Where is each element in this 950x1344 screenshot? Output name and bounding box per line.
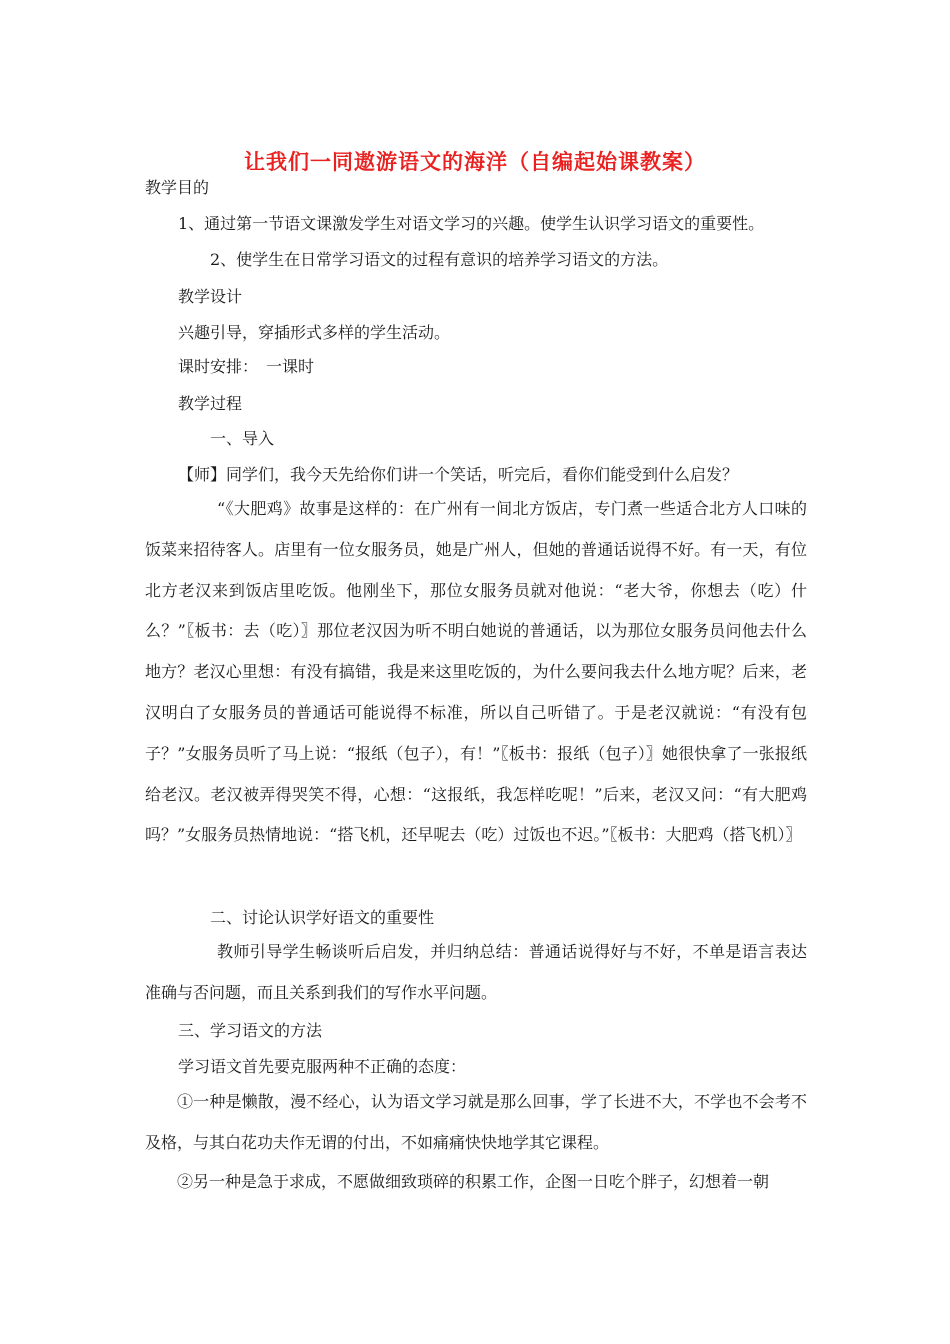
heading-teaching-design: 教学设计: [178, 287, 243, 306]
goal-item-2: 2、使学生在日常学习语文的过程有意识的培养学习语文的方法。: [210, 250, 669, 269]
schedule-text: 课时安排： 一课时: [178, 357, 315, 376]
heading-teaching-process: 教学过程: [178, 394, 243, 413]
attitude-paragraph-1: ①一种是懒散，漫不经心，认为语文学习就是那么回事，学了长进不大，不学也不会考不及格，与其白花功夫作无谓的付出，不如痛痛快快地学其它课程。: [145, 1092, 807, 1152]
goal-item-1: 1、通过第一节语文课激发学生对语文学习的兴趣。使学生认识学习语文的重要性。: [178, 214, 765, 233]
attitude-paragraph-2: ②另一种是急于求成，不愿做细致琐碎的积累工作，企图一日吃个胖子，幻想着一朝: [177, 1172, 770, 1191]
teacher-line: 【师】同学们，我今天先给你们讲一个笑话，听完后，看你们能受到什么启发？: [178, 465, 739, 484]
design-text: 兴趣引导，穿插形式多样的学生活动。: [178, 323, 451, 342]
method-intro: 学习语文首先要克服两种不正确的态度：: [178, 1057, 467, 1076]
document-title: 让我们一同遨游语文的海洋（自编起始课教案）: [244, 149, 706, 174]
section-heading-intro: 一、导入: [210, 429, 275, 448]
heading-teaching-goals: 教学目的: [145, 178, 210, 197]
section-heading-methods: 三、学习语文的方法: [178, 1021, 323, 1040]
section-heading-discussion: 二、讨论认识学好语文的重要性: [210, 908, 435, 927]
discussion-paragraph: 教师引导学生畅谈听后启发，并归纳总结：普通话说得好与不好，不单是语言表达准确与否问题，而且关系到我们的写作水平问题。: [145, 942, 807, 1002]
story-paragraph: “《大肥鸡》故事是这样的：在广州有一间北方饭店，专门煮一些适合北方人口味的饭菜来招待客人。店里有一位女服务员，她是广州人，但她的普通话说得不好。有一天，有位北方老汉来到饭店里吃饭。他刚坐下，那位女服务员就对他说：“老大爷，你想去（吃）什么？”〖板书：去（吃）〗那位老汉因为听不明白她说的普通话，以为那位女服务员问他去什么地方？老汉心里想：有没有搞错，我是来这里吃饭的，为什么要问我去什么地方呢？后来，老汉明白了女服务员的普通话可能说得不标准，所以自己听错了。于是老汉就说：“有没有包子？”女服务员听了马上说：“报纸（包子），有！”〖板书：报纸（包子）〗她很快拿了一张报纸给老汉。老汉被弄得哭笑不得，心想：“这报纸，我怎样吃呢！”后来，老汉又问：“有大肥鸡吗？”女服务员热情地说：“搭飞机，还早呢去（吃）过饭也不迟。”〖板书：大肥鸡（搭飞机）〗: [145, 499, 807, 845]
